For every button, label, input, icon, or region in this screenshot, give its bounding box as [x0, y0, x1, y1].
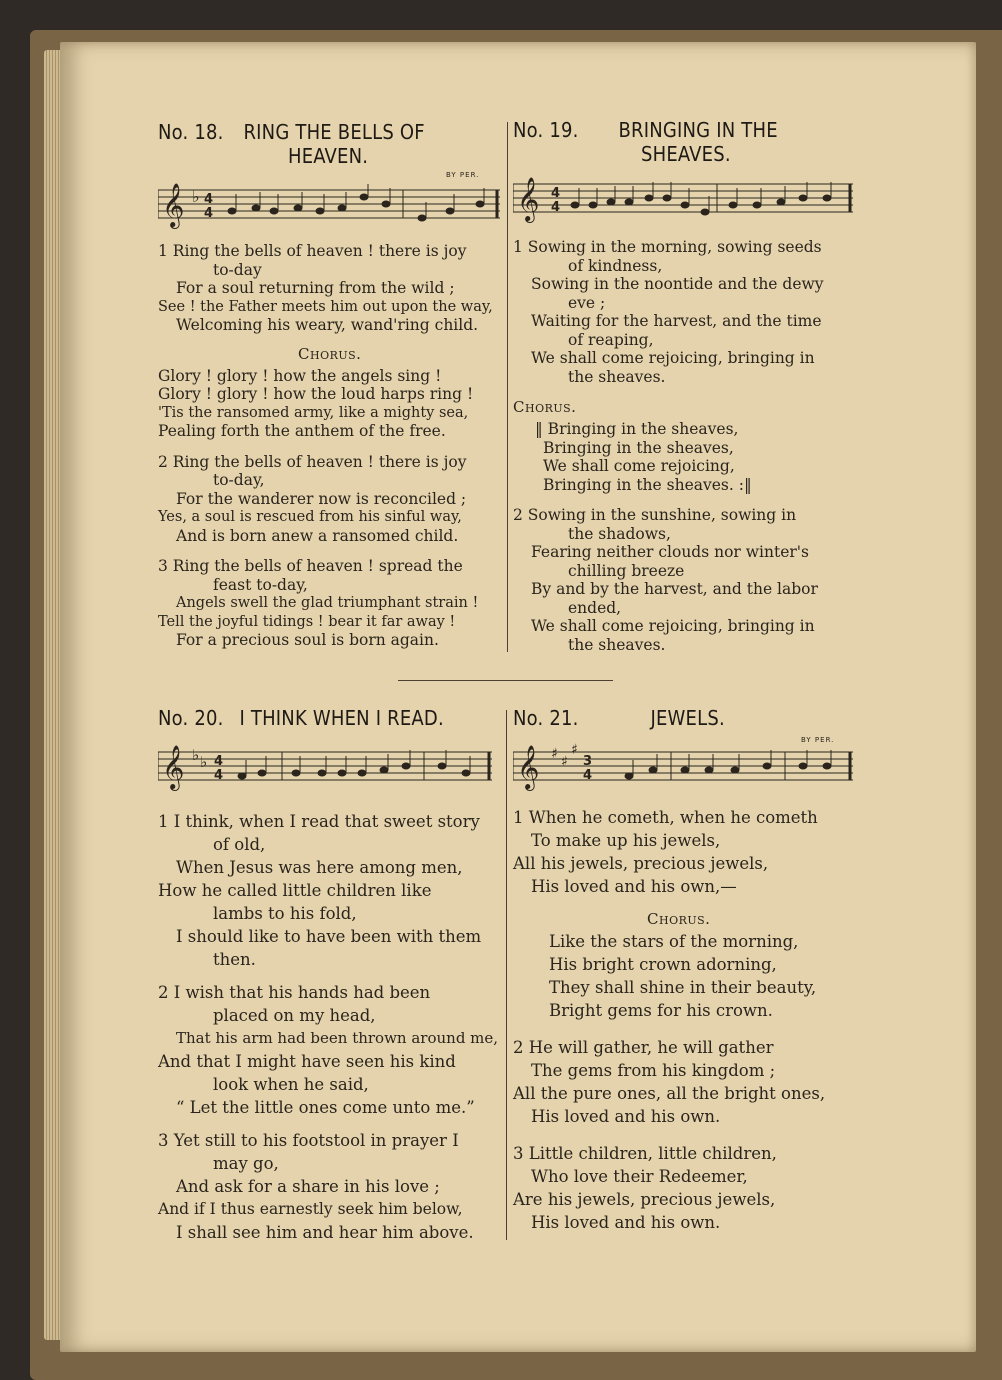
- verse-line: chilling breeze: [568, 561, 685, 580]
- verse-line: 2 He will gather, he will gather: [513, 1038, 774, 1057]
- chorus-line: His bright crown adorning,: [549, 955, 777, 974]
- hymn-number: No. 21.: [513, 706, 579, 730]
- verse-line: The gems from his kingdom ;: [531, 1061, 776, 1080]
- hymn-number: No. 19.: [513, 118, 579, 142]
- verse-line: I shall see him and hear him above.: [176, 1223, 474, 1242]
- verse-line: 2 Ring the bells of heaven ! there is joy: [158, 452, 467, 471]
- verse-line: We shall come rejoicing, bringing in: [531, 617, 815, 635]
- verse-1: [513, 806, 858, 898]
- verse-line: By and by the harvest, and the labor: [531, 580, 818, 598]
- hymn-title-line: BRINGING IN THE: [618, 118, 778, 142]
- hymn-title-line: SHEAVES.: [641, 142, 731, 166]
- chorus-line: We shall come rejoicing,: [543, 457, 735, 475]
- music-staff: [158, 180, 503, 236]
- chorus: [513, 930, 858, 1022]
- verse-line: then.: [213, 950, 256, 969]
- verse-1: [158, 810, 503, 971]
- composer-credit: BY PER.: [801, 736, 835, 744]
- music-staff: [513, 174, 858, 230]
- verse-line: Angels swell the glad triumphant strain !: [176, 595, 479, 611]
- verse-line: 3 Ring the bells of heaven ! spread the: [158, 557, 463, 575]
- svg-text:♭: ♭: [200, 753, 208, 771]
- music-staff: [513, 742, 858, 798]
- svg-text:4: 4: [551, 200, 561, 215]
- verse-line: ended,: [568, 598, 622, 617]
- verse-line: How he called little children like: [158, 881, 432, 900]
- svg-text:♭: ♭: [192, 187, 200, 206]
- hymn-title-line: RING THE BELLS OF: [243, 120, 425, 144]
- hymn-21: [513, 706, 858, 1232]
- verse-line: look when he said,: [213, 1075, 369, 1094]
- column-divider: [506, 710, 507, 1240]
- verse-line: All the pure ones, all the bright ones,: [513, 1084, 826, 1103]
- svg-text:4: 4: [204, 192, 214, 207]
- hymn-title-line: JEWELS.: [650, 706, 725, 730]
- svg-text:3: 3: [583, 754, 593, 769]
- verse-line: For a precious soul is born again.: [176, 631, 439, 649]
- column-divider: [507, 122, 508, 652]
- verse-line: the shadows,: [568, 524, 671, 543]
- verse-line: Who love their Redeemer,: [531, 1167, 748, 1186]
- chorus-label: Chorus.: [298, 344, 362, 363]
- verse-line: to-day,: [213, 471, 265, 489]
- verse-2: [513, 506, 863, 654]
- verse-line: 2 I wish that his hands had been: [158, 983, 431, 1002]
- hymn-title-line: HEAVEN.: [288, 144, 369, 168]
- verse-line: 1 When he cometh, when he cometh: [513, 808, 818, 827]
- svg-text:4: 4: [214, 768, 224, 783]
- verse-2: [158, 453, 503, 546]
- verse-line: “ Let the little ones come unto me.”: [176, 1098, 475, 1117]
- verse-line: All his jewels, precious jewels,: [513, 854, 769, 873]
- verse-line: the sheaves.: [568, 635, 666, 654]
- verse-line: to-day: [213, 260, 262, 279]
- hymn-18: [158, 120, 503, 649]
- verse-line: For a soul returning from the wild ;: [176, 279, 455, 297]
- composer-credit: BY PER.: [446, 171, 480, 179]
- chorus-label: Chorus.: [513, 398, 577, 416]
- music-staff: [158, 742, 503, 798]
- verse-line: His loved and his own.: [531, 1107, 721, 1126]
- hymn-title-line: I THINK WHEN I READ.: [239, 706, 444, 730]
- chorus-line: Pealing forth the anthem of the free.: [158, 422, 446, 440]
- verse-2: [158, 981, 503, 1119]
- verse-line: 2 Sowing in the sunshine, sowing in: [513, 506, 797, 524]
- verse-3: [513, 1142, 858, 1234]
- treble-clef-icon: 𝄞: [517, 745, 540, 789]
- hymn-19: [513, 118, 858, 654]
- chorus: [513, 420, 863, 494]
- verse-line: And if I thus earnestly seek him below,: [158, 1200, 463, 1218]
- hymn-20-title: [158, 706, 503, 730]
- chorus-line: Bringing in the sheaves,: [543, 438, 734, 457]
- svg-text:♯: ♯: [551, 746, 558, 762]
- verse-3: [158, 1129, 503, 1244]
- verse-line: may go,: [213, 1154, 279, 1173]
- verse-line: eve ;: [568, 293, 606, 312]
- hymn-21-title: [513, 706, 858, 730]
- verse-line: Welcoming his weary, wand'ring child.: [176, 316, 479, 334]
- verse-line: 1 Ring the bells of heaven ! there is joy: [158, 242, 467, 260]
- svg-text:♭: ♭: [192, 746, 200, 764]
- verse-2: [513, 1036, 858, 1128]
- chorus-line: ‖ Bringing in the sheaves,: [535, 420, 739, 438]
- verse-line: of reaping,: [568, 330, 654, 349]
- verse-1: [158, 242, 503, 335]
- hymn-18-title: [158, 120, 503, 144]
- verse-line: Are his jewels, precious jewels,: [513, 1190, 776, 1209]
- verse-line: 1 Sowing in the morning, sowing seeds: [513, 238, 822, 256]
- verse-line: lambs to his fold,: [213, 904, 357, 923]
- hymn-number: No. 20.: [158, 706, 224, 730]
- chorus-line: They shall shine in their beauty,: [549, 978, 817, 997]
- svg-text:4: 4: [214, 754, 224, 769]
- treble-clef-icon: 𝄞: [162, 745, 185, 789]
- svg-text:4: 4: [583, 768, 593, 783]
- chorus-line: Bright gems for his crown.: [549, 1001, 773, 1020]
- hymn-20: [158, 706, 503, 1242]
- svg-text:♯: ♯: [571, 742, 578, 758]
- verse-line: the sheaves.: [568, 367, 666, 386]
- verse-line: To make up his jewels,: [531, 831, 721, 850]
- verse-line: Sowing in the noontide and the dewy: [531, 275, 824, 293]
- chorus-line: Like the stars of the morning,: [549, 932, 799, 951]
- verse-line: And is born anew a ransomed child.: [176, 526, 459, 545]
- treble-clef-icon: 𝄞: [162, 183, 185, 227]
- verse-line: His loved and his own.: [531, 1213, 721, 1232]
- verse-line: Fearing neither clouds nor winter's: [531, 543, 809, 561]
- svg-text:4: 4: [204, 206, 214, 221]
- verse-line: Yes, a soul is rescued from his sinful way,: [158, 509, 462, 525]
- verse-line: of kindness,: [568, 256, 663, 275]
- verse-line: 3 Little children, little children,: [513, 1144, 777, 1163]
- verse-line: I should like to have been with them: [176, 927, 482, 946]
- verse-line: When Jesus was here among men,: [176, 858, 463, 877]
- chorus-line: Glory ! glory ! how the angels sing !: [158, 366, 442, 385]
- verse-line: Waiting for the harvest, and the time: [531, 312, 822, 330]
- verse-line: His loved and his own,—: [531, 877, 737, 896]
- hymn-number: No. 18.: [158, 120, 224, 144]
- svg-text:♯: ♯: [561, 754, 568, 770]
- chorus-label: Chorus.: [647, 910, 711, 928]
- verse-line: 3 Yet still to his footstool in prayer I: [158, 1131, 459, 1150]
- verse-line: And that I might have seen his kind: [158, 1052, 456, 1071]
- verse-line: feast to-day,: [213, 575, 308, 594]
- hymn-19-title: [513, 118, 858, 142]
- verse-3: [158, 557, 503, 650]
- verse-line: That his arm had been thrown around me,: [176, 1029, 499, 1047]
- verse-1: [513, 238, 863, 386]
- treble-clef-icon: 𝄞: [517, 177, 540, 221]
- verse-line: placed on my head,: [213, 1006, 376, 1025]
- chorus-line: Bringing in the sheaves. :‖: [543, 475, 752, 494]
- section-divider: [398, 680, 613, 681]
- verse-line: See ! the Father meets him out upon the way,: [158, 298, 493, 315]
- verse-line: For the wanderer now is reconciled ;: [176, 489, 467, 508]
- verse-line: We shall come rejoicing, bringing in: [531, 349, 815, 367]
- chorus-line: Glory ! glory ! how the loud harps ring !: [158, 385, 474, 403]
- verse-line: And ask for a share in his love ;: [176, 1177, 440, 1196]
- svg-text:4: 4: [551, 186, 561, 201]
- verse-line: 1 I think, when I read that sweet story: [158, 812, 480, 831]
- chorus: [158, 367, 503, 441]
- chorus-line: 'Tis the ransomed army, like a mighty sea,: [158, 404, 469, 421]
- verse-line: Tell the joyful tidings ! bear it far away !: [158, 613, 456, 630]
- verse-line: of old,: [213, 835, 266, 854]
